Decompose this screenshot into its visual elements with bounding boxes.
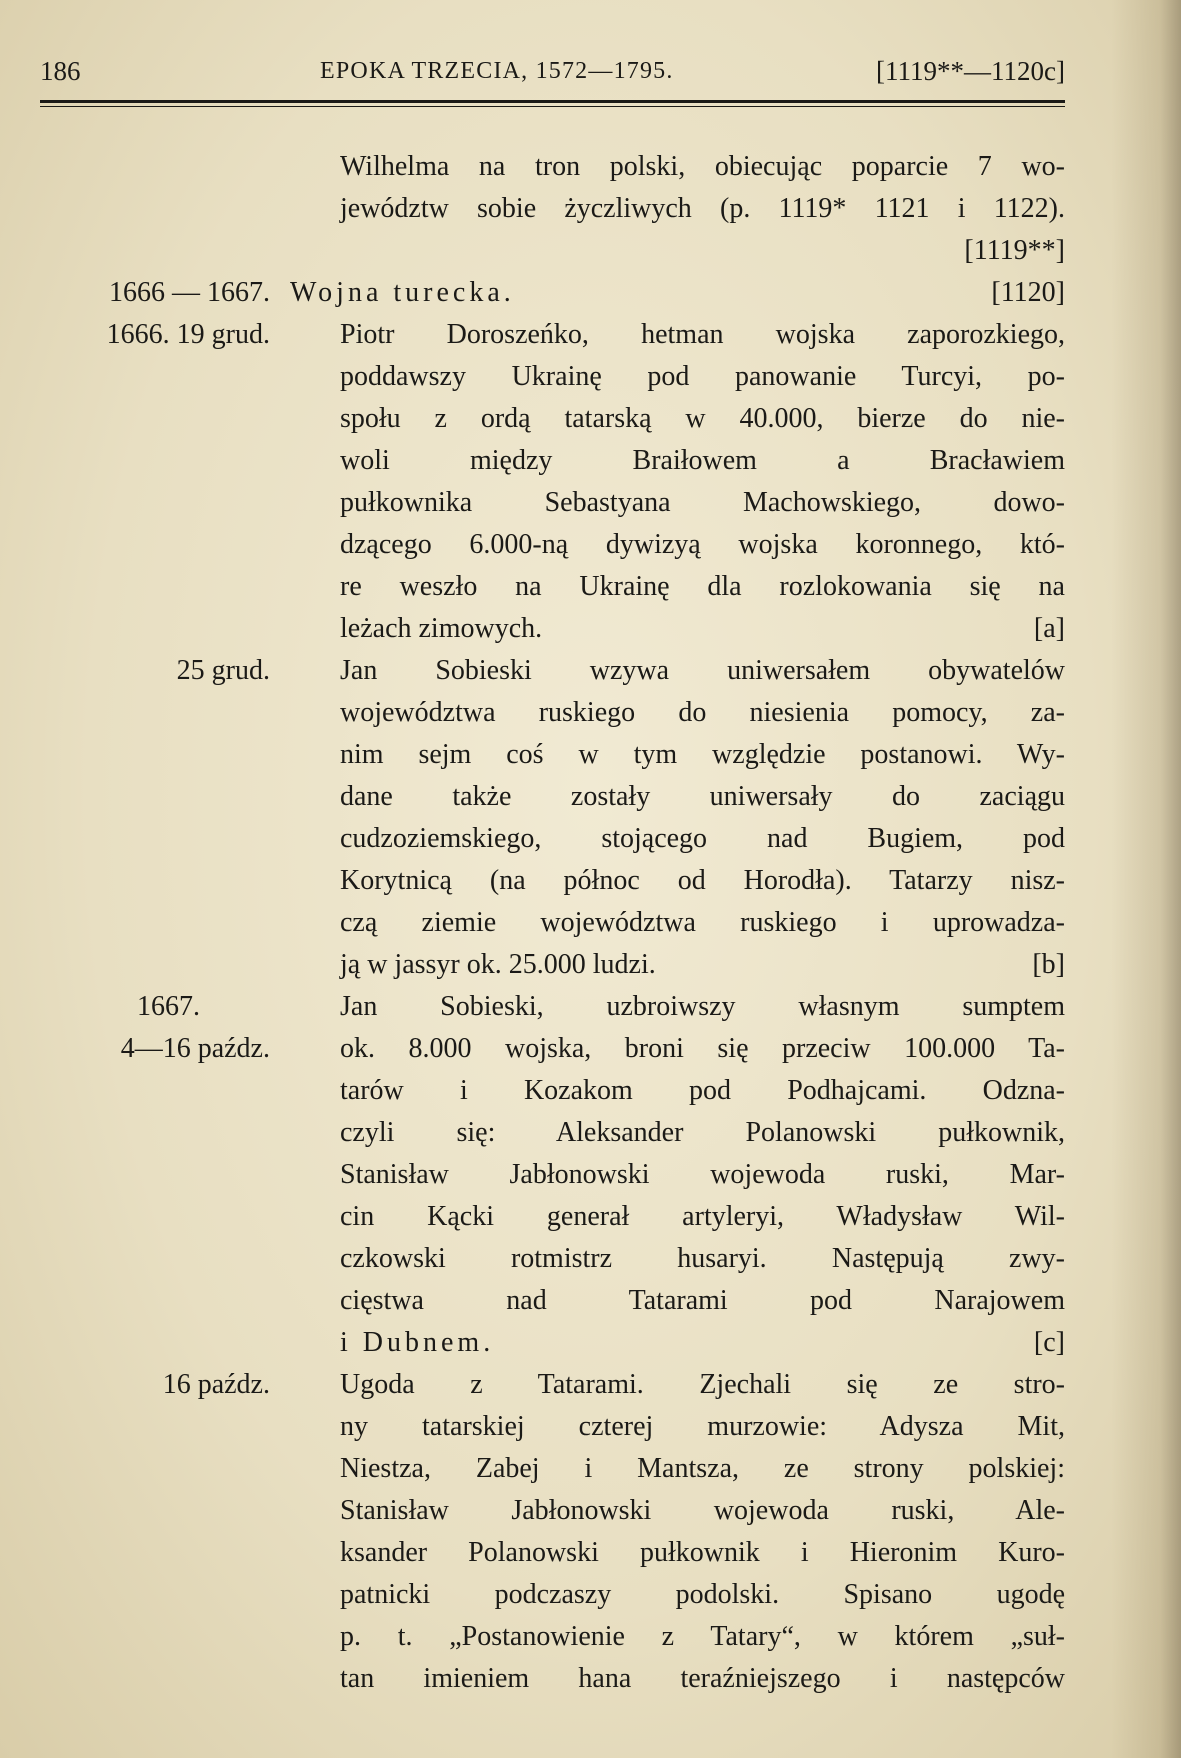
header-rule — [40, 100, 1065, 107]
paragraph-line: tan imieniem hana teraźniejszego i następców — [340, 1663, 1065, 1694]
section-heading: Wojna turecka. — [290, 277, 515, 308]
paragraph-line: woli między Braiłowem a Bracławiem — [340, 445, 1065, 476]
margin-date: 25 grud. — [176, 655, 270, 686]
text-line — [0, 399, 1181, 439]
paragraph-line: i Dubnem. — [340, 1327, 495, 1358]
text-line — [0, 1407, 1181, 1447]
entry-reference: [1120] — [991, 277, 1065, 308]
text-line — [0, 567, 1181, 607]
text-line — [0, 147, 1181, 187]
paragraph-line: Stanisław Jabłonowski wojewoda ruski, Ale- — [340, 1495, 1065, 1526]
text-line — [0, 903, 1181, 943]
text-line — [0, 273, 1181, 313]
text-line — [0, 1617, 1181, 1657]
entry-reference: [1119**] — [964, 235, 1065, 266]
margin-date: 1666. 19 grud. — [106, 319, 270, 350]
text-line — [0, 987, 1181, 1027]
text-line — [0, 651, 1181, 691]
paragraph-line: nim sejm coś w tym względzie postanowi. Wy- — [340, 739, 1065, 770]
paragraph-line: Niestza, Zabej i Mantsza, ze strony polskiej: — [340, 1453, 1065, 1484]
paragraph-line: czkowski rotmistrz husaryi. Następują zwy- — [340, 1243, 1065, 1274]
text-line — [0, 609, 1181, 649]
paragraph-line: jewództw sobie życzliwych (p. 1119* 1121 i 1122). — [340, 193, 1065, 224]
text-line — [0, 1239, 1181, 1279]
entry-reference: [a] — [1033, 613, 1065, 644]
entry-reference: [c] — [1033, 1327, 1065, 1358]
paragraph-line: cin Kącki generał artyleryi, Władysław Wil- — [340, 1201, 1065, 1232]
text-line — [0, 1365, 1181, 1405]
section-reference: [1119**—1120c] — [876, 56, 1065, 86]
paragraph-line: re weszło na Ukrainę dla rozlokowania się na — [340, 571, 1065, 602]
text-line — [0, 1491, 1181, 1531]
page-number: 186 — [40, 56, 81, 86]
text-line — [0, 1155, 1181, 1195]
paragraph-line: Piotr Doroszeńko, hetman wojska zaporozkiego, — [340, 319, 1065, 350]
paragraph-line: patnicki podczaszy podolski. Spisano ugodę — [340, 1579, 1065, 1610]
margin-date: 4—16 paźdz. — [120, 1033, 270, 1064]
paragraph-line: Jan Sobieski, uzbroiwszy własnym sumptem — [340, 991, 1065, 1022]
text-line — [0, 231, 1181, 271]
paragraph-line: ją w jassyr ok. 25.000 ludzi. — [340, 949, 656, 980]
paragraph-line: Korytnicą (na północ od Horodła). Tatarzy nisz- — [340, 865, 1065, 896]
paragraph-line: dane także zostały uniwersały do zaciągu — [340, 781, 1065, 812]
running-title: EPOKA TRZECIA, 1572—1795. — [320, 58, 674, 84]
text-line — [0, 441, 1181, 481]
text-line — [0, 1659, 1181, 1699]
text-line — [0, 819, 1181, 859]
paragraph-line: czyli się: Aleksander Polanowski pułkownik, — [340, 1117, 1065, 1148]
paragraph-line: poddawszy Ukrainę pod panowanie Turcyi, po- — [340, 361, 1065, 392]
text-line — [0, 357, 1181, 397]
paragraph-line: cięstwa nad Tatarami pod Narajowem — [340, 1285, 1065, 1316]
paragraph-line: p. t. „Postanowienie z Tatary“, w którem „suł- — [340, 1621, 1065, 1652]
paragraph-line: cudzoziemskiego, stojącego nad Bugiem, pod — [340, 823, 1065, 854]
text-line — [0, 1281, 1181, 1321]
margin-date: 1667. — [137, 991, 200, 1022]
text-line — [0, 735, 1181, 775]
margin-date: 16 paźdz. — [162, 1369, 270, 1400]
running-header — [40, 56, 1065, 96]
paragraph-line: dzącego 6.000-ną dywizyą wojska koronnego, któ- — [340, 529, 1065, 560]
text-line — [0, 1197, 1181, 1237]
text-line — [0, 1449, 1181, 1489]
text-line — [0, 315, 1181, 355]
paragraph-line: Wilhelma na tron polski, obiecując poparcie 7 wo- — [340, 151, 1065, 182]
text-line — [0, 189, 1181, 229]
text-line — [0, 777, 1181, 817]
paragraph-line: Jan Sobieski wzywa uniwersałem obywatelów — [340, 655, 1065, 686]
paragraph-line: pułkownika Sebastyana Machowskiego, dowo- — [340, 487, 1065, 518]
paragraph-line: leżach zimowych. — [340, 613, 543, 644]
text-line — [0, 1575, 1181, 1615]
paragraph-line: ksander Polanowski pułkownik i Hieronim Kuro- — [340, 1537, 1065, 1568]
paragraph-line: tarów i Kozakom pod Podhajcami. Odzna- — [340, 1075, 1065, 1106]
text-line — [0, 1029, 1181, 1069]
margin-date: 1666 — 1667. — [109, 277, 270, 308]
paragraph-line: Stanisław Jabłonowski wojewoda ruski, Mar- — [340, 1159, 1065, 1190]
text-line — [0, 1323, 1181, 1363]
text-line — [0, 483, 1181, 523]
text-line — [0, 693, 1181, 733]
text-line — [0, 861, 1181, 901]
paragraph-line: województwa ruskiego do niesienia pomocy, za- — [340, 697, 1065, 728]
text-line — [0, 1533, 1181, 1573]
text-line — [0, 1113, 1181, 1153]
text-line — [0, 1071, 1181, 1111]
text-line — [0, 525, 1181, 565]
text-line — [0, 945, 1181, 985]
paragraph-line: ny tatarskiej czterej murzowie: Adysza Mit, — [340, 1411, 1065, 1442]
paragraph-line: społu z ordą tatarską w 40.000, bierze do nie- — [340, 403, 1065, 434]
paragraph-line: ok. 8.000 wojska, broni się przeciw 100.000 Ta- — [340, 1033, 1065, 1064]
paragraph-line: czą ziemie województwa ruskiego i uprowadza- — [340, 907, 1065, 938]
paragraph-line: Ugoda z Tatarami. Zjechali się ze stro- — [340, 1369, 1065, 1400]
entry-reference: [b] — [1032, 949, 1065, 980]
